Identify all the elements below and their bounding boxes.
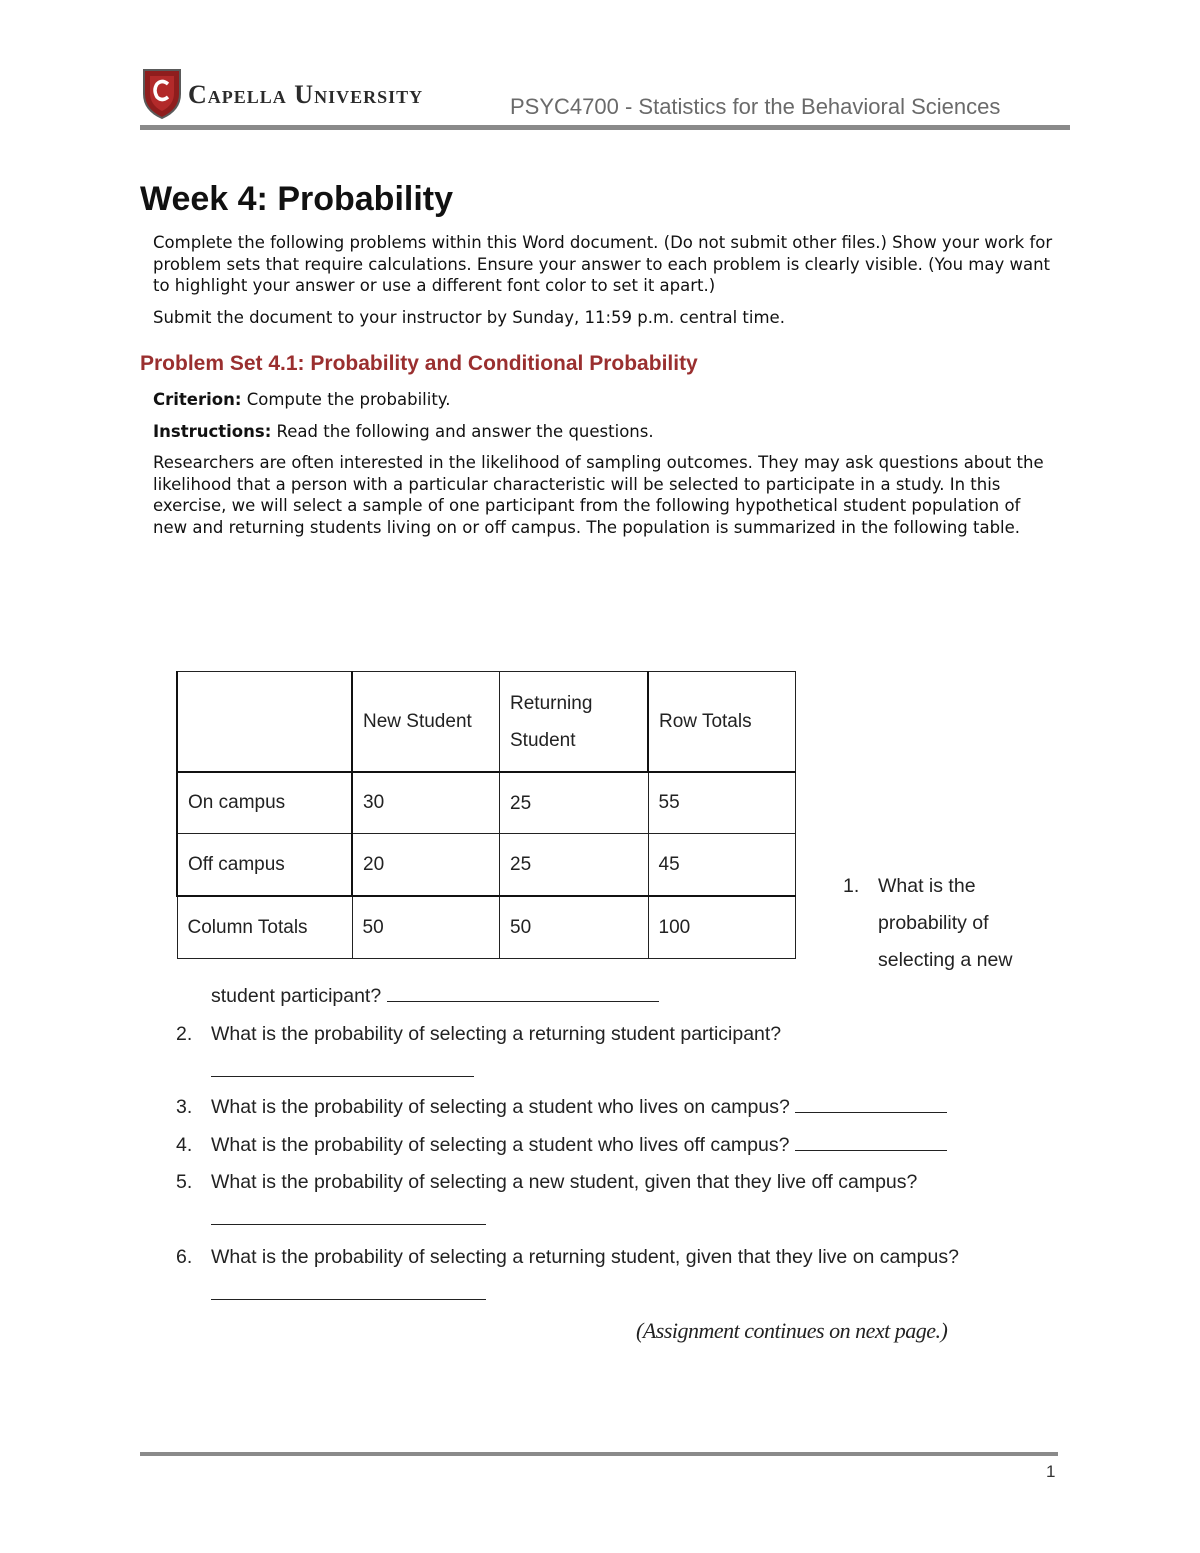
instructions-label: Instructions: — [153, 422, 272, 441]
question-number: 1. — [843, 875, 860, 897]
question-text-continued — [211, 978, 659, 1015]
answer-line — [211, 1201, 486, 1238]
table-header-row — [177, 672, 796, 773]
question-number: 5. — [176, 1171, 193, 1193]
continuation-note: (Assignment continues on next page.) — [636, 1318, 948, 1343]
table-cell: 25 — [500, 834, 649, 897]
question-text: What is the probability of selecting a new student, given that they live off campus? — [211, 1171, 918, 1193]
table-cell: 25 — [500, 772, 649, 834]
body-paragraph: Researchers are often interested in the likelihood of sampling outcomes. They may ask questions about the likelihood that a person with a particular characteristic will be selected to participate in a study. In this exercise, we will select a sample of one participant from the following hypothetical student population of new and returning students living on or off campus. The population is summarized in the following table. — [153, 453, 1044, 537]
answer-blank[interactable] — [387, 987, 659, 1002]
table-cell: 50 — [500, 896, 649, 959]
question-text: What is the probability of selecting a returning student, given that they live on campus? — [211, 1246, 959, 1268]
criterion-line — [153, 389, 1058, 411]
answer-line — [211, 1276, 486, 1313]
problem-set-heading: Problem Set 4.1: Probability and Conditional Probability — [140, 352, 698, 375]
table-row — [177, 772, 796, 834]
question-number: 4. — [176, 1134, 193, 1156]
question-text: What is the probability of selecting a returning student participant? — [211, 1023, 782, 1045]
table-header-cell: New Student — [352, 672, 500, 773]
header-divider — [140, 125, 1070, 130]
question-number: 3. — [176, 1096, 193, 1118]
table-cell: 30 — [352, 772, 500, 834]
table-cell: 55 — [648, 772, 796, 834]
question-number: 6. — [176, 1246, 193, 1268]
intro-paragraph: Complete the following problems within this Word document. (Do not submit other files.) Show your work for problem sets that require calculations. Ensure your answer to each problem is clearly visible. (You may want to highlight your answer or use a different font color to set it apart.) — [153, 233, 1053, 295]
table-cell: 45 — [648, 834, 796, 897]
table-row — [177, 896, 796, 959]
shield-icon — [142, 68, 182, 120]
table-row — [177, 834, 796, 897]
answer-blank[interactable] — [211, 1285, 486, 1300]
question-text: What is the — [878, 875, 976, 897]
criterion-text: Compute the probability. — [241, 390, 451, 409]
question-number: 2. — [176, 1023, 193, 1045]
question-text-line — [211, 1127, 947, 1164]
question-text: What is the probability of selecting a student who lives on campus? — [211, 1096, 790, 1118]
university-name: Capella University — [188, 80, 424, 109]
answer-blank[interactable] — [211, 1210, 486, 1225]
instructions-line — [153, 421, 1058, 443]
population-table — [176, 671, 796, 959]
question-text: probability of — [878, 912, 989, 934]
submit-paragraph: Submit the document to your instructor by Sunday, 11:59 p.m. central time. — [153, 308, 785, 327]
question-text: student participant? — [211, 985, 382, 1007]
answer-blank[interactable] — [795, 1098, 947, 1113]
question-text: What is the probability of selecting a student who lives off campus? — [211, 1134, 790, 1156]
table-cell: On campus — [177, 772, 352, 834]
instructions-text: Read the following and answer the questions. — [271, 422, 654, 441]
table-cell: Column Totals — [177, 896, 352, 959]
footer-divider — [140, 1452, 1058, 1456]
page-number: 1 — [1046, 1462, 1056, 1481]
page-title: Week 4: Probability — [140, 180, 454, 218]
course-title: PSYC4700 - Statistics for the Behavioral Sciences — [510, 94, 1001, 119]
answer-blank[interactable] — [795, 1136, 947, 1151]
table-cell: 20 — [352, 834, 500, 897]
table-header-cell — [177, 672, 352, 773]
table-header-cell: Returning Student — [500, 672, 649, 773]
table-cell: Off campus — [177, 834, 352, 897]
question-text-line — [211, 1089, 947, 1126]
answer-line — [211, 1053, 474, 1090]
table-cell: 50 — [352, 896, 500, 959]
answer-blank[interactable] — [211, 1062, 474, 1077]
question-text: selecting a new — [878, 949, 1013, 971]
table-cell: 100 — [648, 896, 796, 959]
table-header-cell: Row Totals — [648, 672, 796, 773]
criterion-label: Criterion: — [153, 390, 242, 409]
